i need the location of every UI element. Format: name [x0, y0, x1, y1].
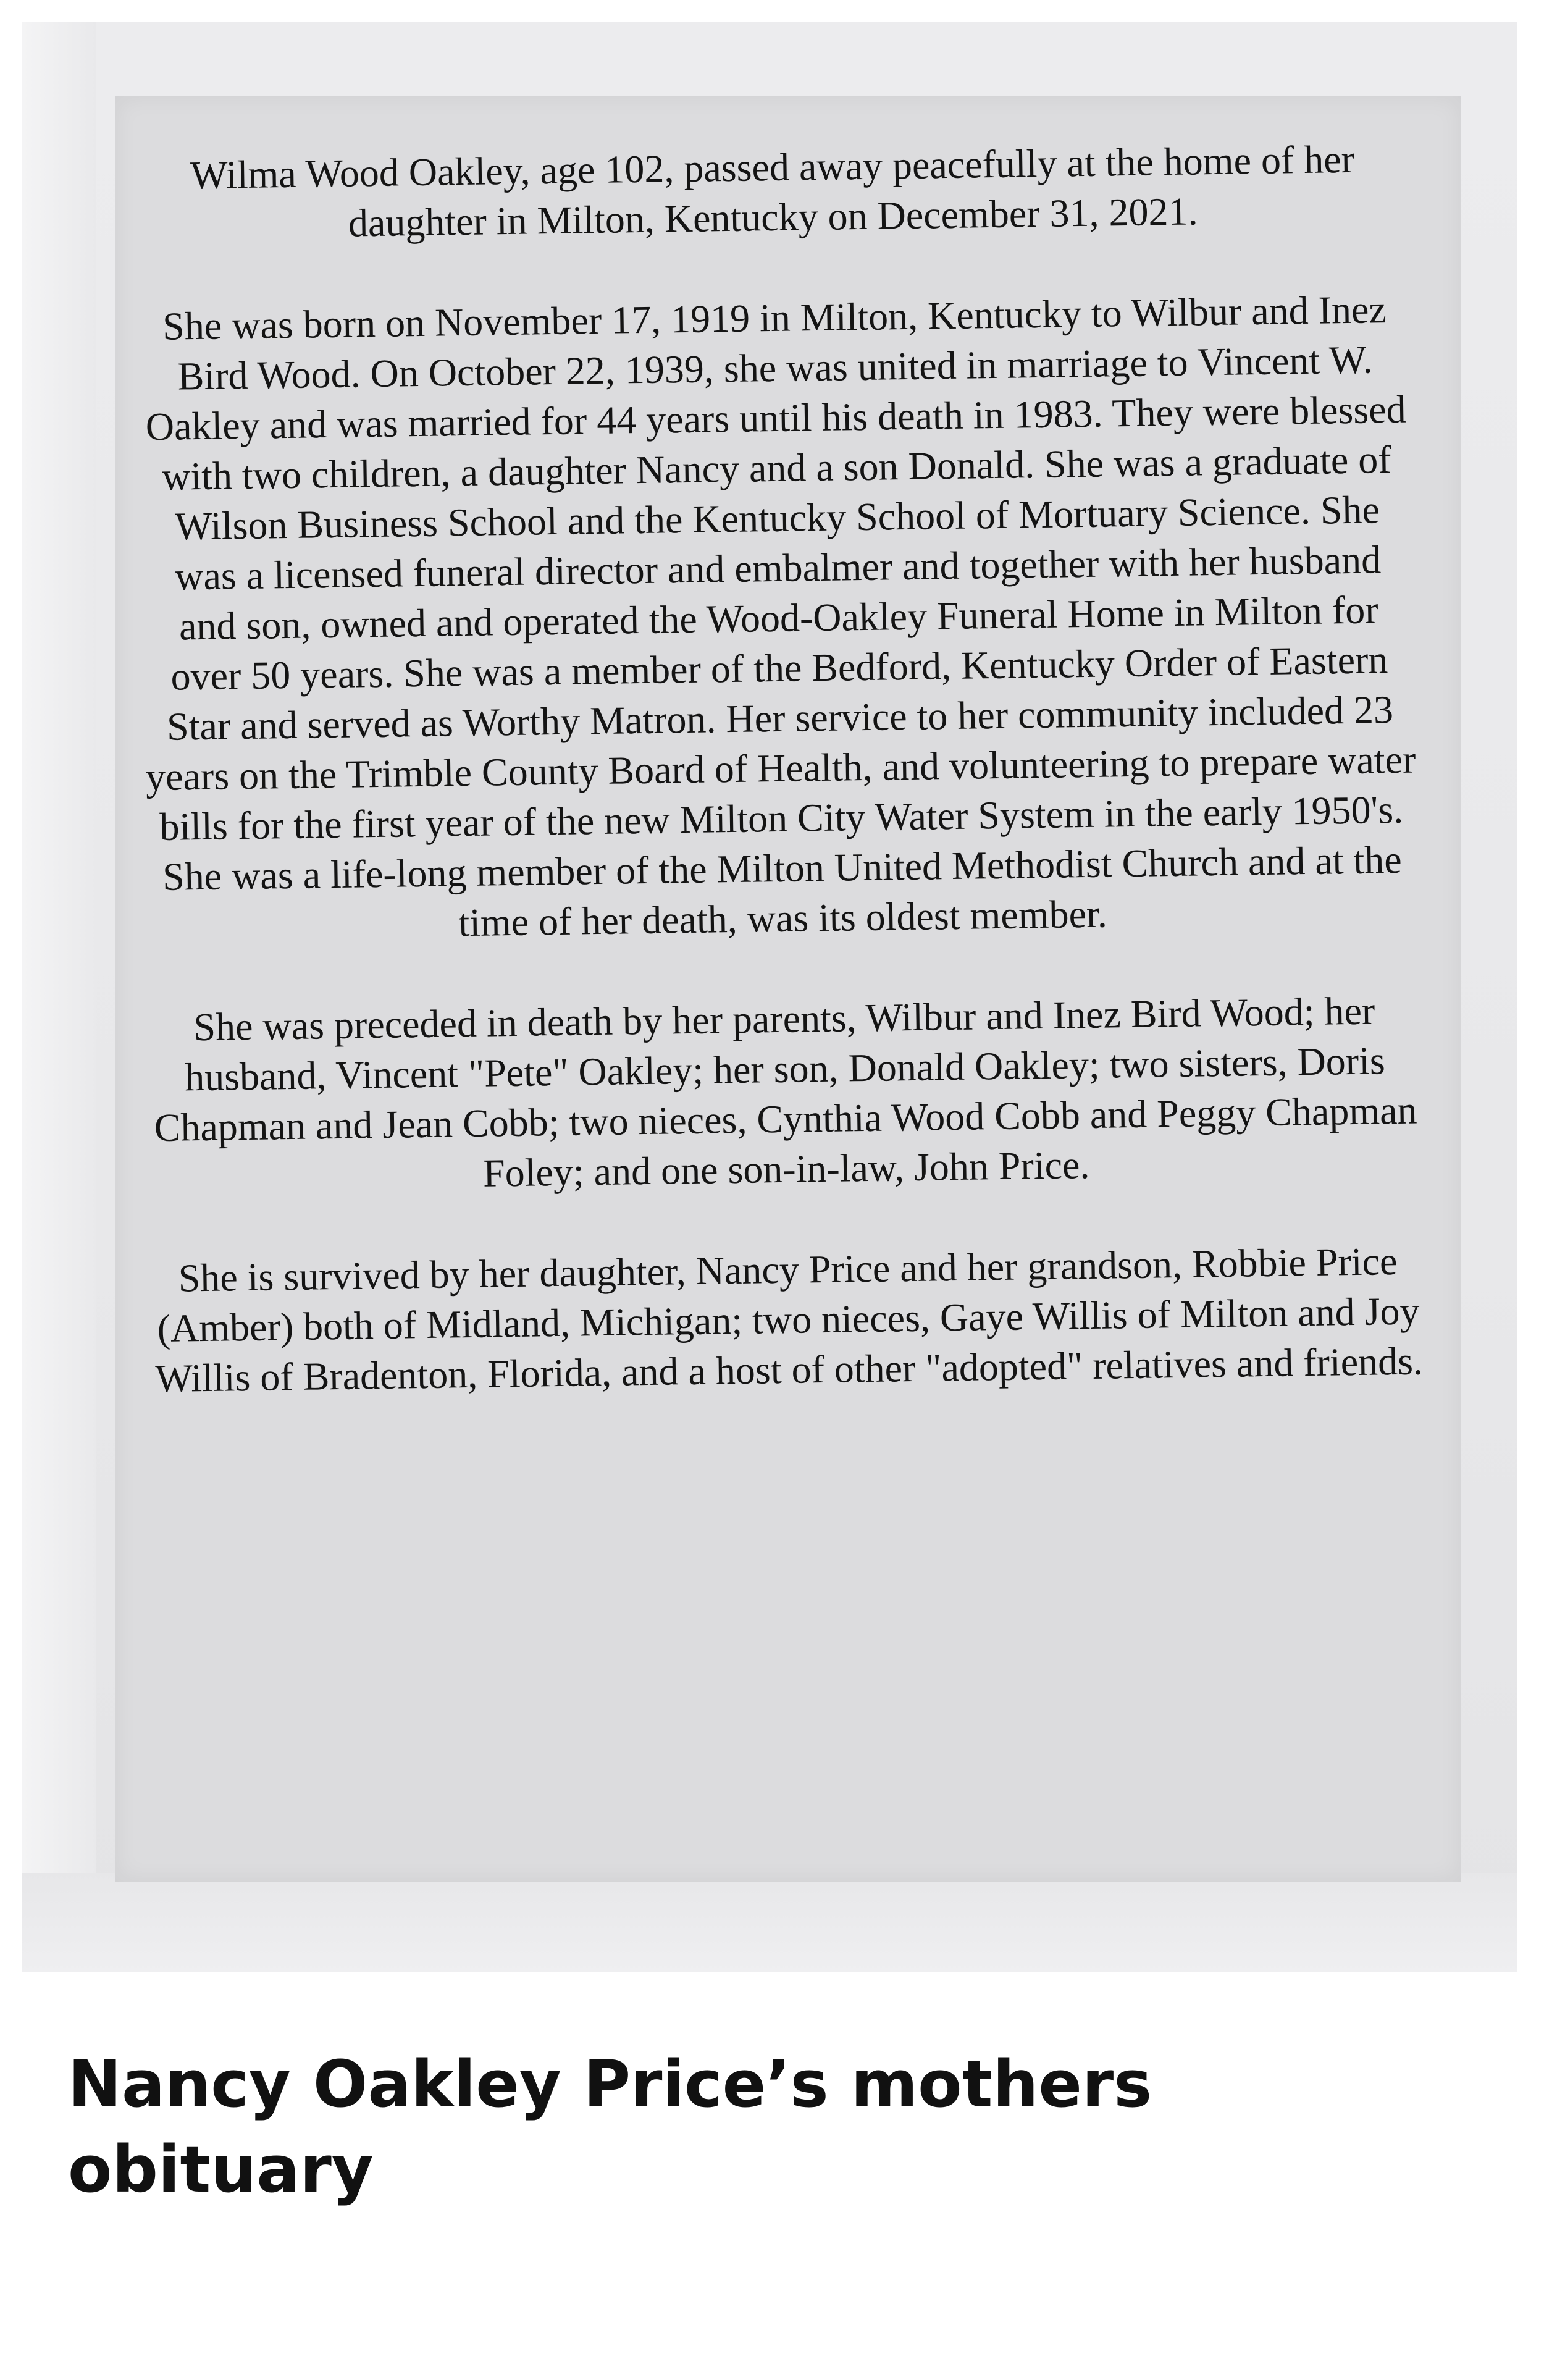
obituary-text — [136, 133, 1426, 1455]
obituary-paragraph-intro: Wilma Wood Oakley, age 102, passed away peacefully at the home of her daughter in Milton, Kentucky on December 31, 2021. — [190, 137, 1355, 245]
paper-edge-left — [22, 22, 96, 1972]
obituary-paragraph-survived: She is survived by her daughter, Nancy Price and her grandson, Robbie Price (Amber) both of Midland, Michigan; two nieces, Gaye Willis of Milton and Joy Willis of Bradenton, Florida, and a host of other "adopted" relatives and friends. — [154, 1239, 1424, 1401]
image-caption: Nancy Oakley Price’s mothers obituary — [68, 2046, 1152, 2207]
obituary-paragraph-life: She was born on November 17, 1919 in Milton, Kentucky to Wilbur and Inez Bird Wood. On October 22, 1939, she was united in marriage to Vincent W. Oakley and was married for 44 years until his death in 1983. They were blessed with two children, a daughter Nancy and a son Donald. She was a graduate of Wilson Business School and the Kentucky School of Mortuary Science. She was a licensed funeral director and embalmer and together with her husband and son, owned and operated the Wood-Oakley Funeral Home in Milton for over 50 years. She was a member of the Bedford, Kentucky Order of Eastern Star and served as Worthy Matron. Her service to her community included 23 years on the Trimble County Board of Health, and volunteering to prepare water bills for the first year of the new Milton City Water System in the early 1950's. She was a life-long member of the Milton United Methodist Church and at the time of her death, was its oldest member. — [145, 287, 1416, 945]
paper-edge-bottom — [22, 1873, 1517, 1972]
obituary-paragraph-preceded: She was preceded in death by her parents, Wilbur and Inez Bird Wood; her husband, Vincent "Pete" Oakley; her son, Donald Oakley; two sisters, Doris Chapman and Jean Cobb; two nieces, Cynthia Wood Cobb and Peggy Chapman Foley; and one son-in-law, John Price. — [154, 988, 1417, 1195]
